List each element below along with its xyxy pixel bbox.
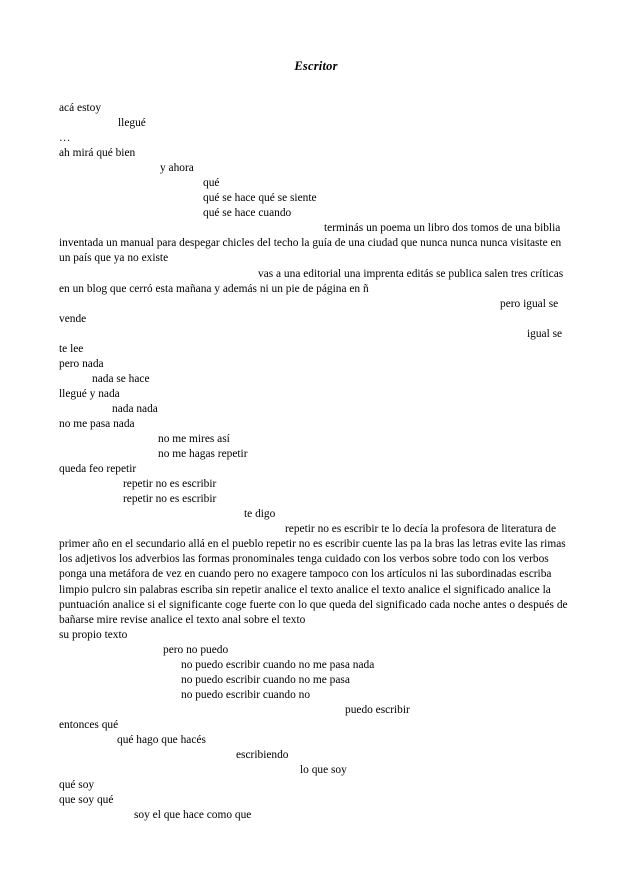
poem-line: qué se hace cuando	[203, 207, 292, 220]
poem-line: escribiendo	[236, 749, 289, 762]
poem-line: repetir no es escribir	[123, 493, 217, 506]
poem-line: no puedo escribir cuando no me pasa	[181, 673, 350, 686]
poem-line: te lee	[59, 342, 84, 355]
poem-line: llegué y nada	[59, 387, 120, 400]
poem-line: ah mirá qué bien	[59, 147, 136, 160]
poem-line: nada nada	[112, 402, 158, 415]
poem-line: soy el que hace como que	[134, 809, 252, 822]
poem-line: repetir no es escribir	[123, 478, 217, 491]
poem-body	[59, 101, 575, 823]
poem-line: acá estoy	[59, 102, 102, 114]
poem-line: qué	[203, 177, 220, 190]
page-title: Escritor	[294, 59, 338, 73]
poem-line: y ahora	[160, 162, 194, 175]
poem-line: pero no puedo	[163, 643, 229, 656]
poem-line: no me hagas repetir	[158, 448, 248, 461]
poem-line: llegué	[118, 117, 146, 130]
poem-line: qué se hace qué se siente	[203, 192, 317, 205]
poem-line: queda feo repetir	[59, 463, 137, 476]
poem-line: pero nada	[59, 357, 104, 370]
poem-line: que soy qué	[59, 794, 114, 807]
poem-line: lo que soy	[300, 764, 347, 777]
poem-line: entonces qué	[59, 718, 119, 731]
poem-line: …	[59, 132, 71, 145]
poem-line: pero igual se	[500, 297, 559, 310]
poem-line: repetir no es escribir te lo decía la profesora de literatura de primer año en el secundario allá en el pueblo repetir no es escribir cuente las pa la bras las letras evite las rimas los adjetivos los adverbios las formas pronominales tenga cuidado con los verbos sobre todo con los verbos ponga una metáfora de vez en cuando pero no exagere tampoco con los artículos ni las subordinadas escriba limpio pulcro sin palabras escriba sin repetir analice el texto analice el texto analice el significado analice la puntuación analice si el significante coge fuerte con lo que queda del significado cada noche antes o después de bañarse mire revise analice el texto anal sobre el texto	[59, 523, 568, 626]
poem-line: no puedo escribir cuando no me pasa nada	[181, 658, 375, 671]
poem-line: su propio texto	[59, 628, 128, 641]
poem-line: te digo	[244, 508, 276, 521]
poem-line: no puedo escribir cuando no	[181, 688, 311, 701]
poem-line: nada se hace	[92, 372, 150, 385]
poem-line: puedo escribir	[345, 703, 410, 716]
poem-line: qué hago que hacés	[117, 733, 206, 746]
poem-line: vas a una editorial una imprenta editás se publica salen tres críticas en un blog que cerró esta mañana y además ni un pie de página en ñ	[59, 267, 564, 295]
poem-line: vende	[59, 312, 87, 325]
poem-line: no me mires así	[158, 433, 230, 446]
poem-line: qué soy	[59, 779, 95, 792]
poem-line: no me pasa nada	[59, 417, 135, 430]
poem-line: igual se	[527, 327, 563, 340]
poem-line: terminás un poema un libro dos tomos de una biblia inventada un manual para despegar chicles del techo la guía de una ciudad que nunca nunca nunca visitaste en un país que ya no existe	[59, 222, 562, 265]
